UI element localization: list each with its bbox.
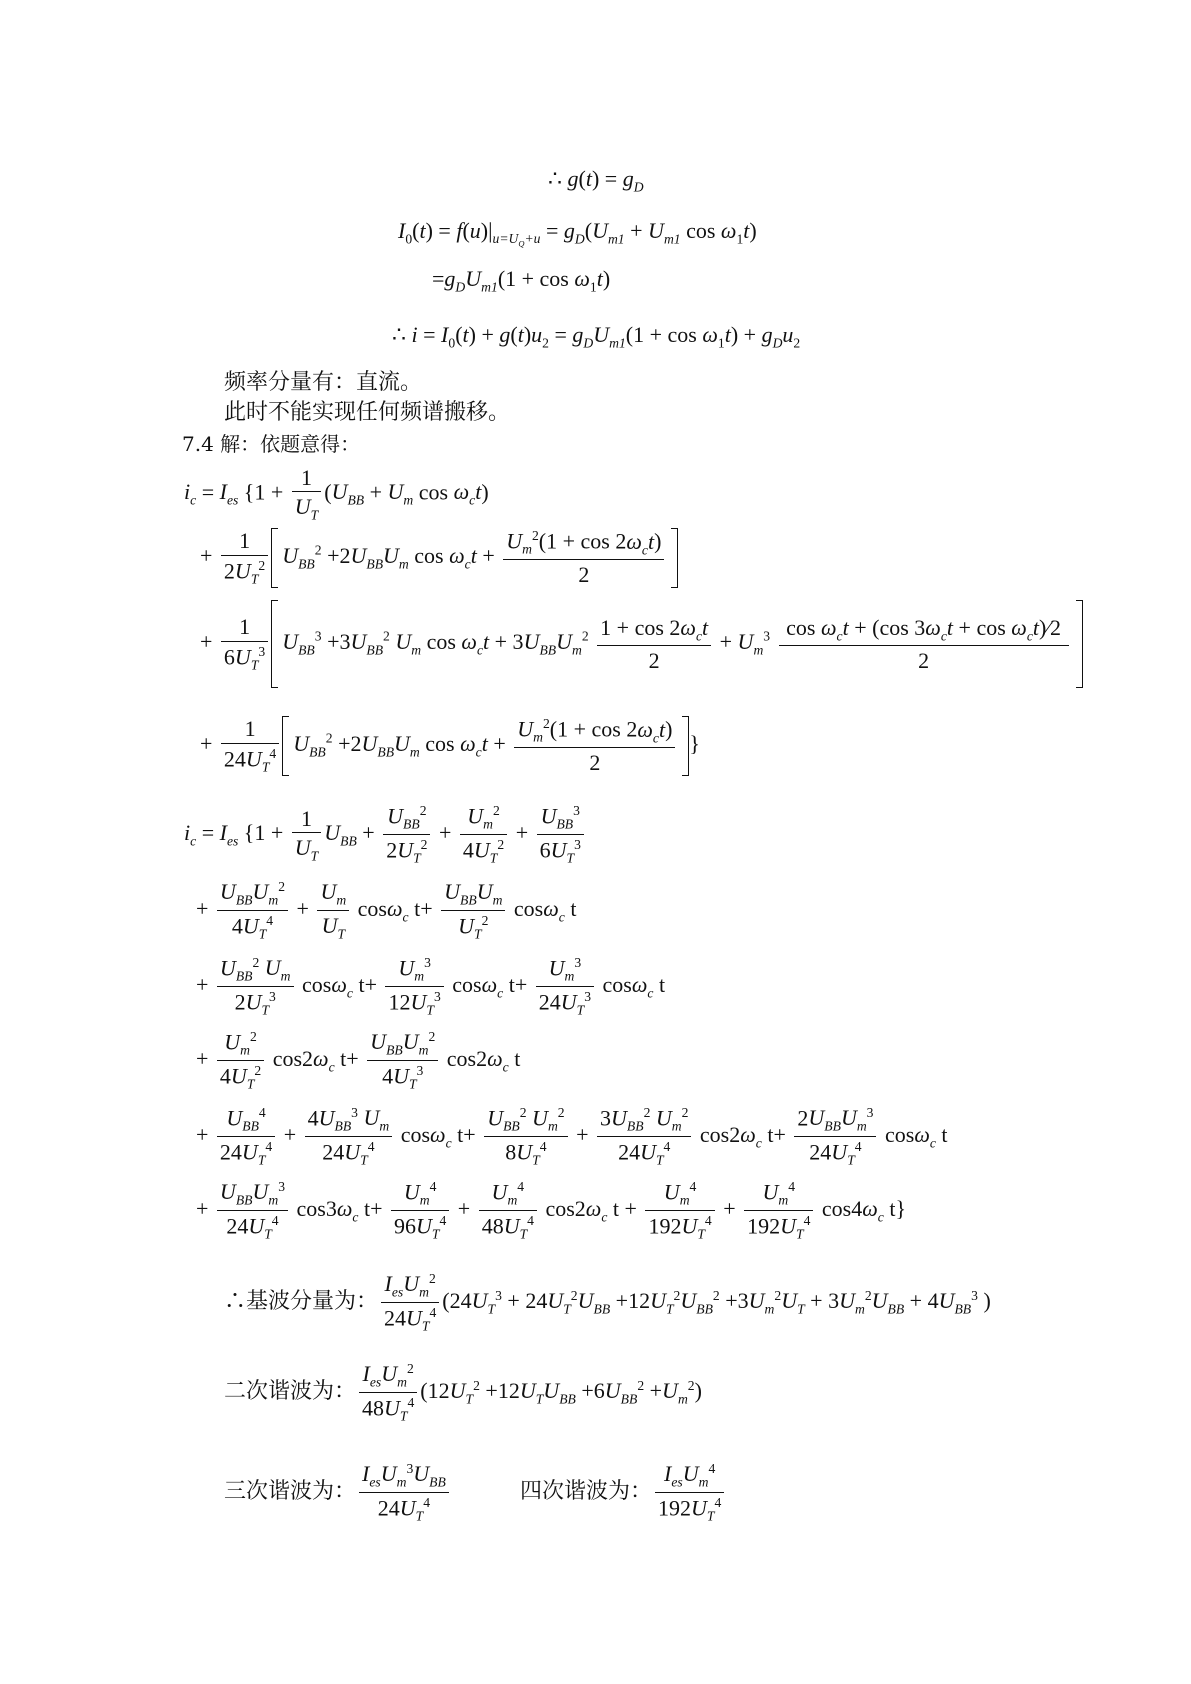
eq-ic-line2: + $\frac{1}{2U_T^2}$ $U_{BB}^2 +2U_{BB}U_m$ $\cos \omega_ct$ + $\frac{U_m^2(1 + \cos 2\omega_ct)}{2}$ bbox=[200, 528, 678, 588]
no-spectrum-shift-text: 此时不能实现任何频谱搬移。 bbox=[224, 400, 511, 425]
section-heading: 7.4 解：依题意得： bbox=[182, 432, 361, 456]
eq-ic2-line6: + $\frac{U_{BB}U_m^3}{24U_T^4}$ $\cos 3\omega_c$ t+ $\frac{U_m^4}{96U_T^4}$ + $\frac{U_m^4}{48U_T^4}$ $\cos 2\omega_c$ t + $\frac{U_m^4}{192U_T^4}$ + $\frac{U_m^4}{192U_T^4}$ $\cos 4\omega_c$ t} bbox=[196, 1179, 907, 1242]
eq-i0: $I_0(t) = f(u)|_{u=U_Q+u} = g_D(U_{m1} + U_{m1}$ $\cos \omega_1t$) bbox=[398, 218, 757, 250]
fourth-harmonic-label: 四次谐波为： bbox=[520, 1479, 653, 1505]
freq-components-text: 频率分量有：直流。 bbox=[224, 370, 423, 395]
fundamental-row: ∴基波分量为： $\frac{I_{es}U_m^2}{24U_T^4}$ ($24U_T^3 + 24U_T^2U_{BB} +12U_T^2U_{BB}^2 +3U_m^2U_T + 3U_m^2U_{BB} + 4U_{BB}^3$ ) bbox=[224, 1271, 991, 1334]
eq-ic2-line4: + $\frac{U_m^2}{4U_T^2}$ $\cos 2\omega_c$ t+ $\frac{U_{BB}U_m^2}{4U_T^3}$ $\cos 2\omega_c$ t bbox=[196, 1029, 521, 1092]
second-harmonic-label: 二次谐波为： bbox=[224, 1379, 357, 1405]
third-harmonic-row: 三次谐波为： $\frac{I_{es}U_m^3U_{BB}}{24U_T^4}$ bbox=[224, 1462, 452, 1524]
fundamental-label: ∴基波分量为： bbox=[224, 1289, 379, 1315]
eq-ic-line1: $i_c = I_{es}$ {1 + $\frac{1}{U_T}$ ($U_{BB} + U_m$ $\cos \omega_ct$) bbox=[184, 465, 489, 523]
eq-ic-line4: + $\frac{1}{24U_T^4}$ $U_{BB}^2 +2U_{BB}U_m$ $\cos \omega_ct$ + $\frac{U_m^2(1 + \cos 2\omega_ct)}{2}$ } bbox=[200, 716, 700, 776]
eq-ic-line3: + $\frac{1}{6U_T^3}$ $U_{BB}^3 +3U_{BB}^2$ $U_m$ $\cos \omega_ct + 3U_{BB}U_m^2$ $\frac{1 + \cos 2\omega_ct}{2}$ + $U_m^3$ $\frac{\cos \omega_ct + (\cos 3\omega_ct + \cos \omega_ct)⁄2}{2}$ bbox=[200, 600, 1083, 688]
third-harmonic-label: 三次谐波为： bbox=[224, 1479, 357, 1505]
eq-current-i: ∴ $i = I_0(t) + g(t)u_2 = g_DU_{m1}(1 + \cos \omega_1t) + g_Du_2$ bbox=[392, 322, 801, 351]
eq-g-of-t: ∴ $g(t) = g_D$ bbox=[548, 166, 644, 195]
eq-ic2-line2: + $\frac{U_{BB}U_m^2}{4U_T^4}$ + $\frac{U_m}{U_T}$ cosω$_c$ t+ $\frac{U_{BB}U_m}{U_T^2}$ cosω$_c$ t bbox=[196, 879, 577, 942]
eq-i0-simplified: $=g_DU_{m1}(1 + \cos \omega_1t)$ bbox=[432, 266, 611, 295]
fourth-harmonic-row: 四次谐波为： $\frac{I_{es}U_m^4}{192U_T^4}$ bbox=[520, 1462, 727, 1524]
eq-ic2-line5: + $\frac{U_{BB}^4}{24U_T^4}$ + $\frac{4U_{BB}^3 U_m}{24U_T^4}$ cosω$_c$ t+ $\frac{U_{BB}^2 U_m^2}{8U_T^4}$ + $\frac{3U_{BB}^2 U_m^2}{24U_T^4}$ $\cos 2\omega_c$ t+ $\frac{2U_{BB}U_m^3}{24U_T^4}$ cosω$_c$ t bbox=[196, 1105, 948, 1168]
eq-ic2-line3: + $\frac{U_{BB}^2 U_m}{2U_T^3}$ cosω$_c$ t+ $\frac{U_m^3}{12U_T^3}$ cosω$_c$ t+ $\frac{U_m^3}{24U_T^3}$ cosω$_c$ t bbox=[196, 955, 666, 1018]
eq-ic2-line1: $i_c = I_{es}$ {1 + $\frac{1}{U_T}$ $U_{BB}$ + $\frac{U_{BB}^2}{2U_T^2}$ + $\frac{U_m^2}{4U_T^2}$ + $\frac{U_{BB}^3}{6U_T^3}$ bbox=[184, 804, 587, 866]
second-harmonic-row: 二次谐波为： $\frac{I_{es}U_m^2}{48U_T^4}$ $(12U_T^2 +12U_TU_{BB} +6U_{BB}^2 +U_m^2)$ bbox=[224, 1361, 702, 1424]
